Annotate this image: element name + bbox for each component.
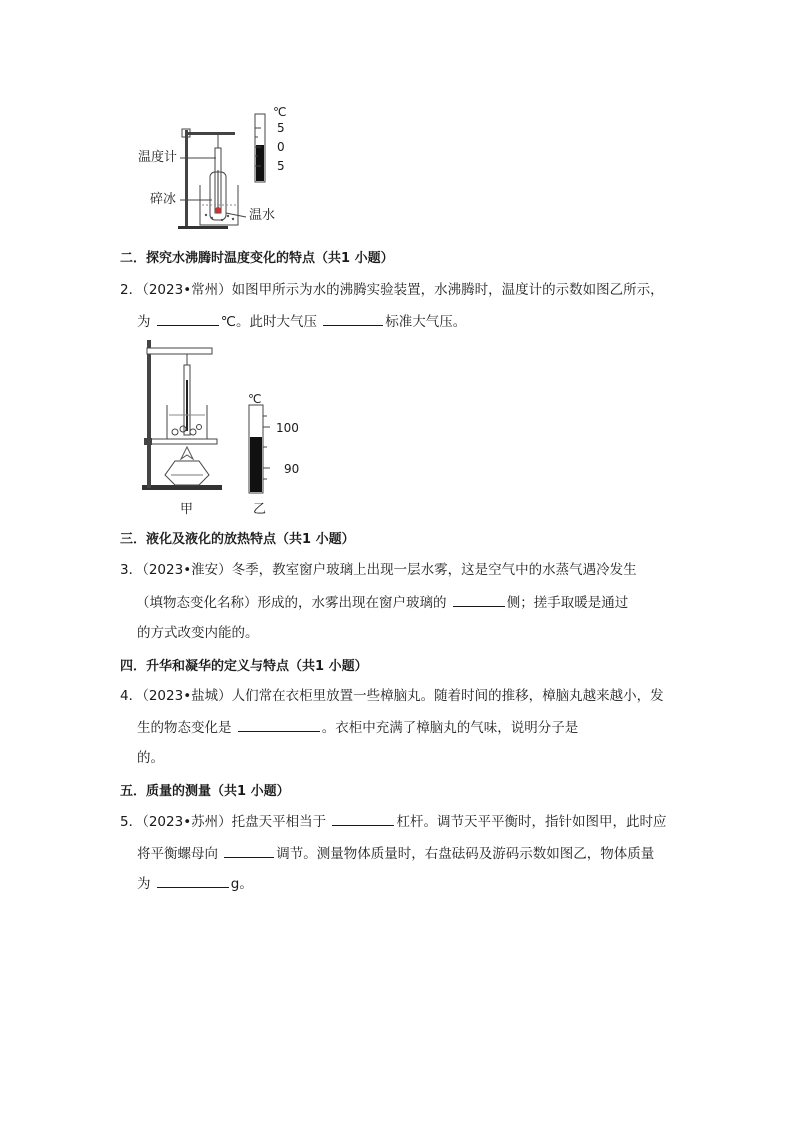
question-text: 的。 xyxy=(137,750,164,766)
question-text xyxy=(137,717,578,738)
question-text: ℃。此时大气压 xyxy=(220,314,317,330)
question-text: 生的物态变化是 xyxy=(137,720,232,736)
question-text: 3．（2023•淮安）冬季，教室窗户玻璃上出现一层水雾，这是空气中的水蒸气遇冷发生 xyxy=(120,562,637,578)
question-text: 为 xyxy=(137,876,151,892)
answer-blank[interactable] xyxy=(323,311,383,326)
alcohol-lamp xyxy=(165,461,209,485)
stand-arm xyxy=(185,132,235,135)
question-text: 标准大气压。 xyxy=(385,314,467,330)
tick-label: 5 xyxy=(277,159,285,173)
section-heading: 五．质量的测量（共1 小题） xyxy=(120,784,290,799)
flame xyxy=(181,447,193,459)
stand-pole xyxy=(147,340,151,488)
wire-gauze xyxy=(151,439,217,444)
stand-base xyxy=(142,485,222,490)
question-text: 的方式改变内能的。 xyxy=(137,625,259,641)
label-water: 温水 xyxy=(249,208,276,223)
figure-label-jia: 甲 xyxy=(180,502,194,517)
label-ice: 碎冰 xyxy=(150,192,177,207)
question-text: 为 xyxy=(137,314,151,330)
answer-blank[interactable] xyxy=(453,592,505,607)
question-text xyxy=(120,811,666,832)
mercury-column xyxy=(250,437,262,492)
tick-label: 100 xyxy=(276,421,299,435)
answer-blank[interactable] xyxy=(224,843,274,858)
question-text xyxy=(137,311,466,332)
tick-label: 90 xyxy=(284,462,300,476)
question-text: 侧；搓手取暖是通过 xyxy=(506,595,629,611)
stand-pole xyxy=(185,130,188,226)
question-text: （填物态变化名称）形成的，水雾出现在窗户玻璃的 xyxy=(136,595,447,611)
thermometer-bulb xyxy=(215,207,221,213)
question-text: g。 xyxy=(230,876,253,892)
stand-arm xyxy=(147,348,212,354)
figure-label-yi: 乙 xyxy=(253,502,267,517)
question-text: 将平衡螺母向 xyxy=(137,846,218,862)
question-text: 5．（2023•苏州）托盘天平相当于 xyxy=(120,814,327,830)
section-heading: 三．液化及液化的放热特点（共1 小题） xyxy=(120,532,355,547)
question-text: 杠杆。调节天平平衡时，指针如图甲，此时应 xyxy=(396,814,667,830)
section-heading: 四．升华和凝华的定义与特点（共1 小题） xyxy=(120,659,368,674)
question-text: 调节。测量物体质量时，右盘砝码及游码示数如图乙，物体质量 xyxy=(276,846,655,862)
stand-base xyxy=(178,226,228,229)
answer-blank[interactable] xyxy=(157,873,229,888)
question-text xyxy=(136,592,628,613)
mercury-column xyxy=(256,145,264,181)
question-text xyxy=(137,843,654,864)
question-text: 2．（2023•常州）如图甲所示为水的沸腾实验装置，水沸腾时，温度计的示数如图乙所示， xyxy=(120,282,664,298)
question-text: 4．（2023•盐城）人们常在衣柜里放置一些樟脑丸。随着时间的推移，樟脑丸越来越小，发 xyxy=(120,688,664,704)
question-text: 。衣柜中充满了樟脑丸的气味，说明分子是 xyxy=(321,720,579,736)
scale-unit: ℃ xyxy=(273,105,287,119)
answer-blank[interactable] xyxy=(238,717,320,732)
answer-blank[interactable] xyxy=(157,311,219,326)
tick-label: 5 xyxy=(277,121,285,135)
tick-label: 0 xyxy=(277,140,285,154)
question-text xyxy=(137,873,253,894)
answer-blank[interactable] xyxy=(332,811,394,826)
scale-unit: ℃ xyxy=(248,392,262,406)
section-heading: 二．探究水沸腾时温度变化的特点（共1 小题） xyxy=(120,251,394,266)
label-thermometer: 温度计 xyxy=(138,150,178,165)
